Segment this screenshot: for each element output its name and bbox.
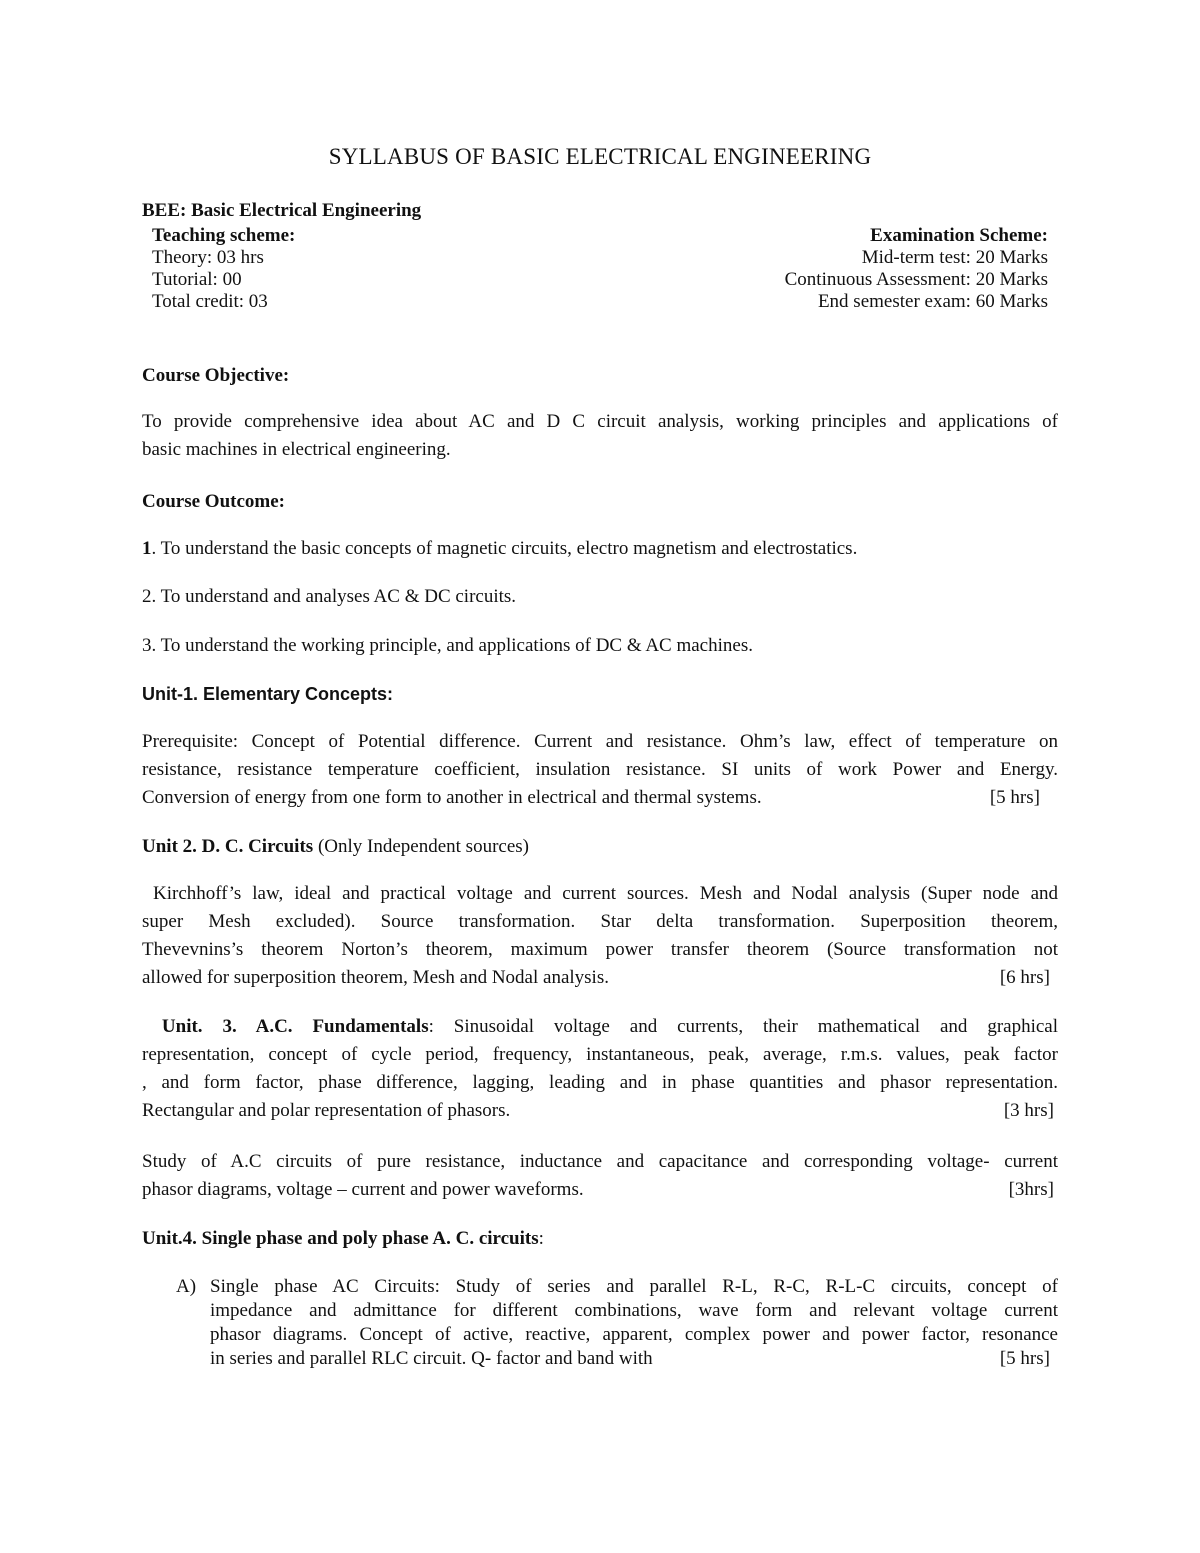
outcome-item-1-number: 1 — [142, 538, 152, 559]
teaching-tutorial: Tutorial: 00 — [152, 269, 242, 290]
outcome-item-3: 3. To understand the working principle, and applications of DC & AC machines. — [142, 635, 753, 656]
unit4-heading-bold: Unit.4. Single phase and poly phase A. C. circuits — [142, 1228, 539, 1249]
unit4-line-1: Single phase AC Circuits: Study of series and parallel R-L, R-C, R-L-C circuits, concept of — [210, 1276, 1058, 1297]
objective-paragraph — [142, 408, 1058, 464]
unit4-line-4: in series and parallel RLC circuit. Q- factor and band with — [210, 1348, 653, 1369]
teaching-scheme-heading: Teaching scheme: — [152, 225, 296, 246]
exam-continuous: Continuous Assessment: 20 Marks — [784, 269, 1048, 290]
unit1-heading: Unit-1. Elementary Concepts: — [142, 684, 394, 704]
exam-endsem: End semester exam: 60 Marks — [817, 291, 1048, 312]
unit4-line-3: phasor diagrams. Concept of active, reactive, apparent, complex power and power factor, resonance — [210, 1324, 1058, 1345]
unit3-p2-line-1: Study of A.C circuits of pure resistance, inductance and capacitance and corresponding voltage- current — [142, 1151, 1058, 1172]
teaching-theory: Theory: 03 hrs — [152, 247, 264, 268]
course-code-heading: BEE: Basic Electrical Engineering — [142, 200, 422, 221]
unit2-heading — [142, 835, 529, 858]
unit3-p2-line-2-row — [142, 1176, 1058, 1204]
unit3-p2-hours: [3hrs] — [1008, 1179, 1054, 1200]
unit3-line-3: , and form factor, phase difference, lagging, leading and in phase quantities and phasor representation. — [142, 1072, 1058, 1093]
unit2-line-3: Thevevnins’s theorem Norton’s theorem, maximum power transfer theorem (Source transformation not — [142, 939, 1058, 960]
unit2-line-2: super Mesh excluded). Source transformation. Star delta transformation. Superposition theorem, — [142, 911, 1058, 932]
unit3-hours: [3 hrs] — [1003, 1100, 1054, 1121]
unit2-line-4: allowed for superposition theorem, Mesh and Nodal analysis. — [142, 967, 609, 988]
exam-scheme-heading: Examination Scheme: — [870, 225, 1048, 246]
unit4-heading — [142, 1227, 544, 1250]
unit3-paragraph — [142, 1013, 1058, 1125]
unit3-line-2: representation, concept of cycle period, frequency, instantaneous, peak, average, r.m.s. values, peak factor — [142, 1044, 1058, 1065]
unit1-line-1: Prerequisite: Concept of Potential difference. Current and resistance. Ohm’s law, effect of temperature on — [142, 731, 1058, 752]
unit4-line-4-row — [210, 1347, 1058, 1371]
unit4-hours: [5 hrs] — [999, 1348, 1050, 1369]
unit2-paragraph — [142, 880, 1058, 992]
unit3-line-1-text: : Sinusoidal voltage and currents, their mathematical and graphical — [428, 1016, 1058, 1037]
unit2-line-1: Kirchhoff’s law, ideal and practical voltage and current sources. Mesh and Nodal analysis (Super node and — [142, 883, 1058, 904]
unit1-line-2: resistance, resistance temperature coefficient, insulation resistance. SI units of work Power and Energy. — [142, 759, 1058, 780]
unit2-heading-bold: Unit 2. D. C. Circuits — [142, 836, 314, 857]
unit4-line-2: impedance and admittance for different combinations, wave form and relevant voltage current — [210, 1300, 1058, 1321]
unit3-p2-line-2: phasor diagrams, voltage – current and power waveforms. — [142, 1179, 584, 1200]
unit4-heading-rest: : — [538, 1228, 544, 1249]
unit1-line-3-row — [142, 784, 1058, 812]
objective-line-2: basic machines in electrical engineering. — [142, 439, 451, 460]
unit3-line-4: Rectangular and polar representation of phasors. — [142, 1100, 511, 1121]
unit3-line-1 — [142, 1013, 1058, 1041]
unit2-heading-rest: (Only Independent sources) — [313, 836, 529, 857]
unit1-line-3: Conversion of energy from one form to another in electrical and thermal systems. — [142, 787, 762, 808]
outcome-item-1-text: . To understand the basic concepts of magnetic circuits, electro magnetism and electrostatics. — [151, 538, 858, 559]
outcome-item-1 — [142, 537, 857, 560]
page-title: SYLLABUS OF BASIC ELECTRICAL ENGINEERING — [328, 144, 872, 169]
unit3-paragraph-2 — [142, 1148, 1058, 1204]
teaching-credit: Total credit: 03 — [152, 291, 268, 312]
objective-heading: Course Objective: — [142, 365, 290, 386]
exam-midterm: Mid-term test: 20 Marks — [861, 247, 1048, 268]
unit1-hours: [5 hrs] — [989, 787, 1040, 808]
unit3-line-4-row — [142, 1097, 1058, 1125]
unit1-paragraph — [142, 728, 1058, 812]
objective-line-1: To provide comprehensive idea about AC and D C circuit analysis, working principles and applications of — [142, 411, 1058, 432]
outcome-heading: Course Outcome: — [142, 491, 285, 512]
unit4-item-text — [210, 1275, 1058, 1371]
outcome-item-2: 2. To understand and analyses AC & DC circuits. — [142, 586, 517, 607]
unit4-item-label: A) — [176, 1276, 197, 1297]
unit2-line-4-row — [142, 964, 1058, 992]
unit3-heading: Unit. 3. A.C. Fundamentals — [142, 1016, 429, 1037]
unit2-hours: [6 hrs] — [999, 967, 1050, 988]
